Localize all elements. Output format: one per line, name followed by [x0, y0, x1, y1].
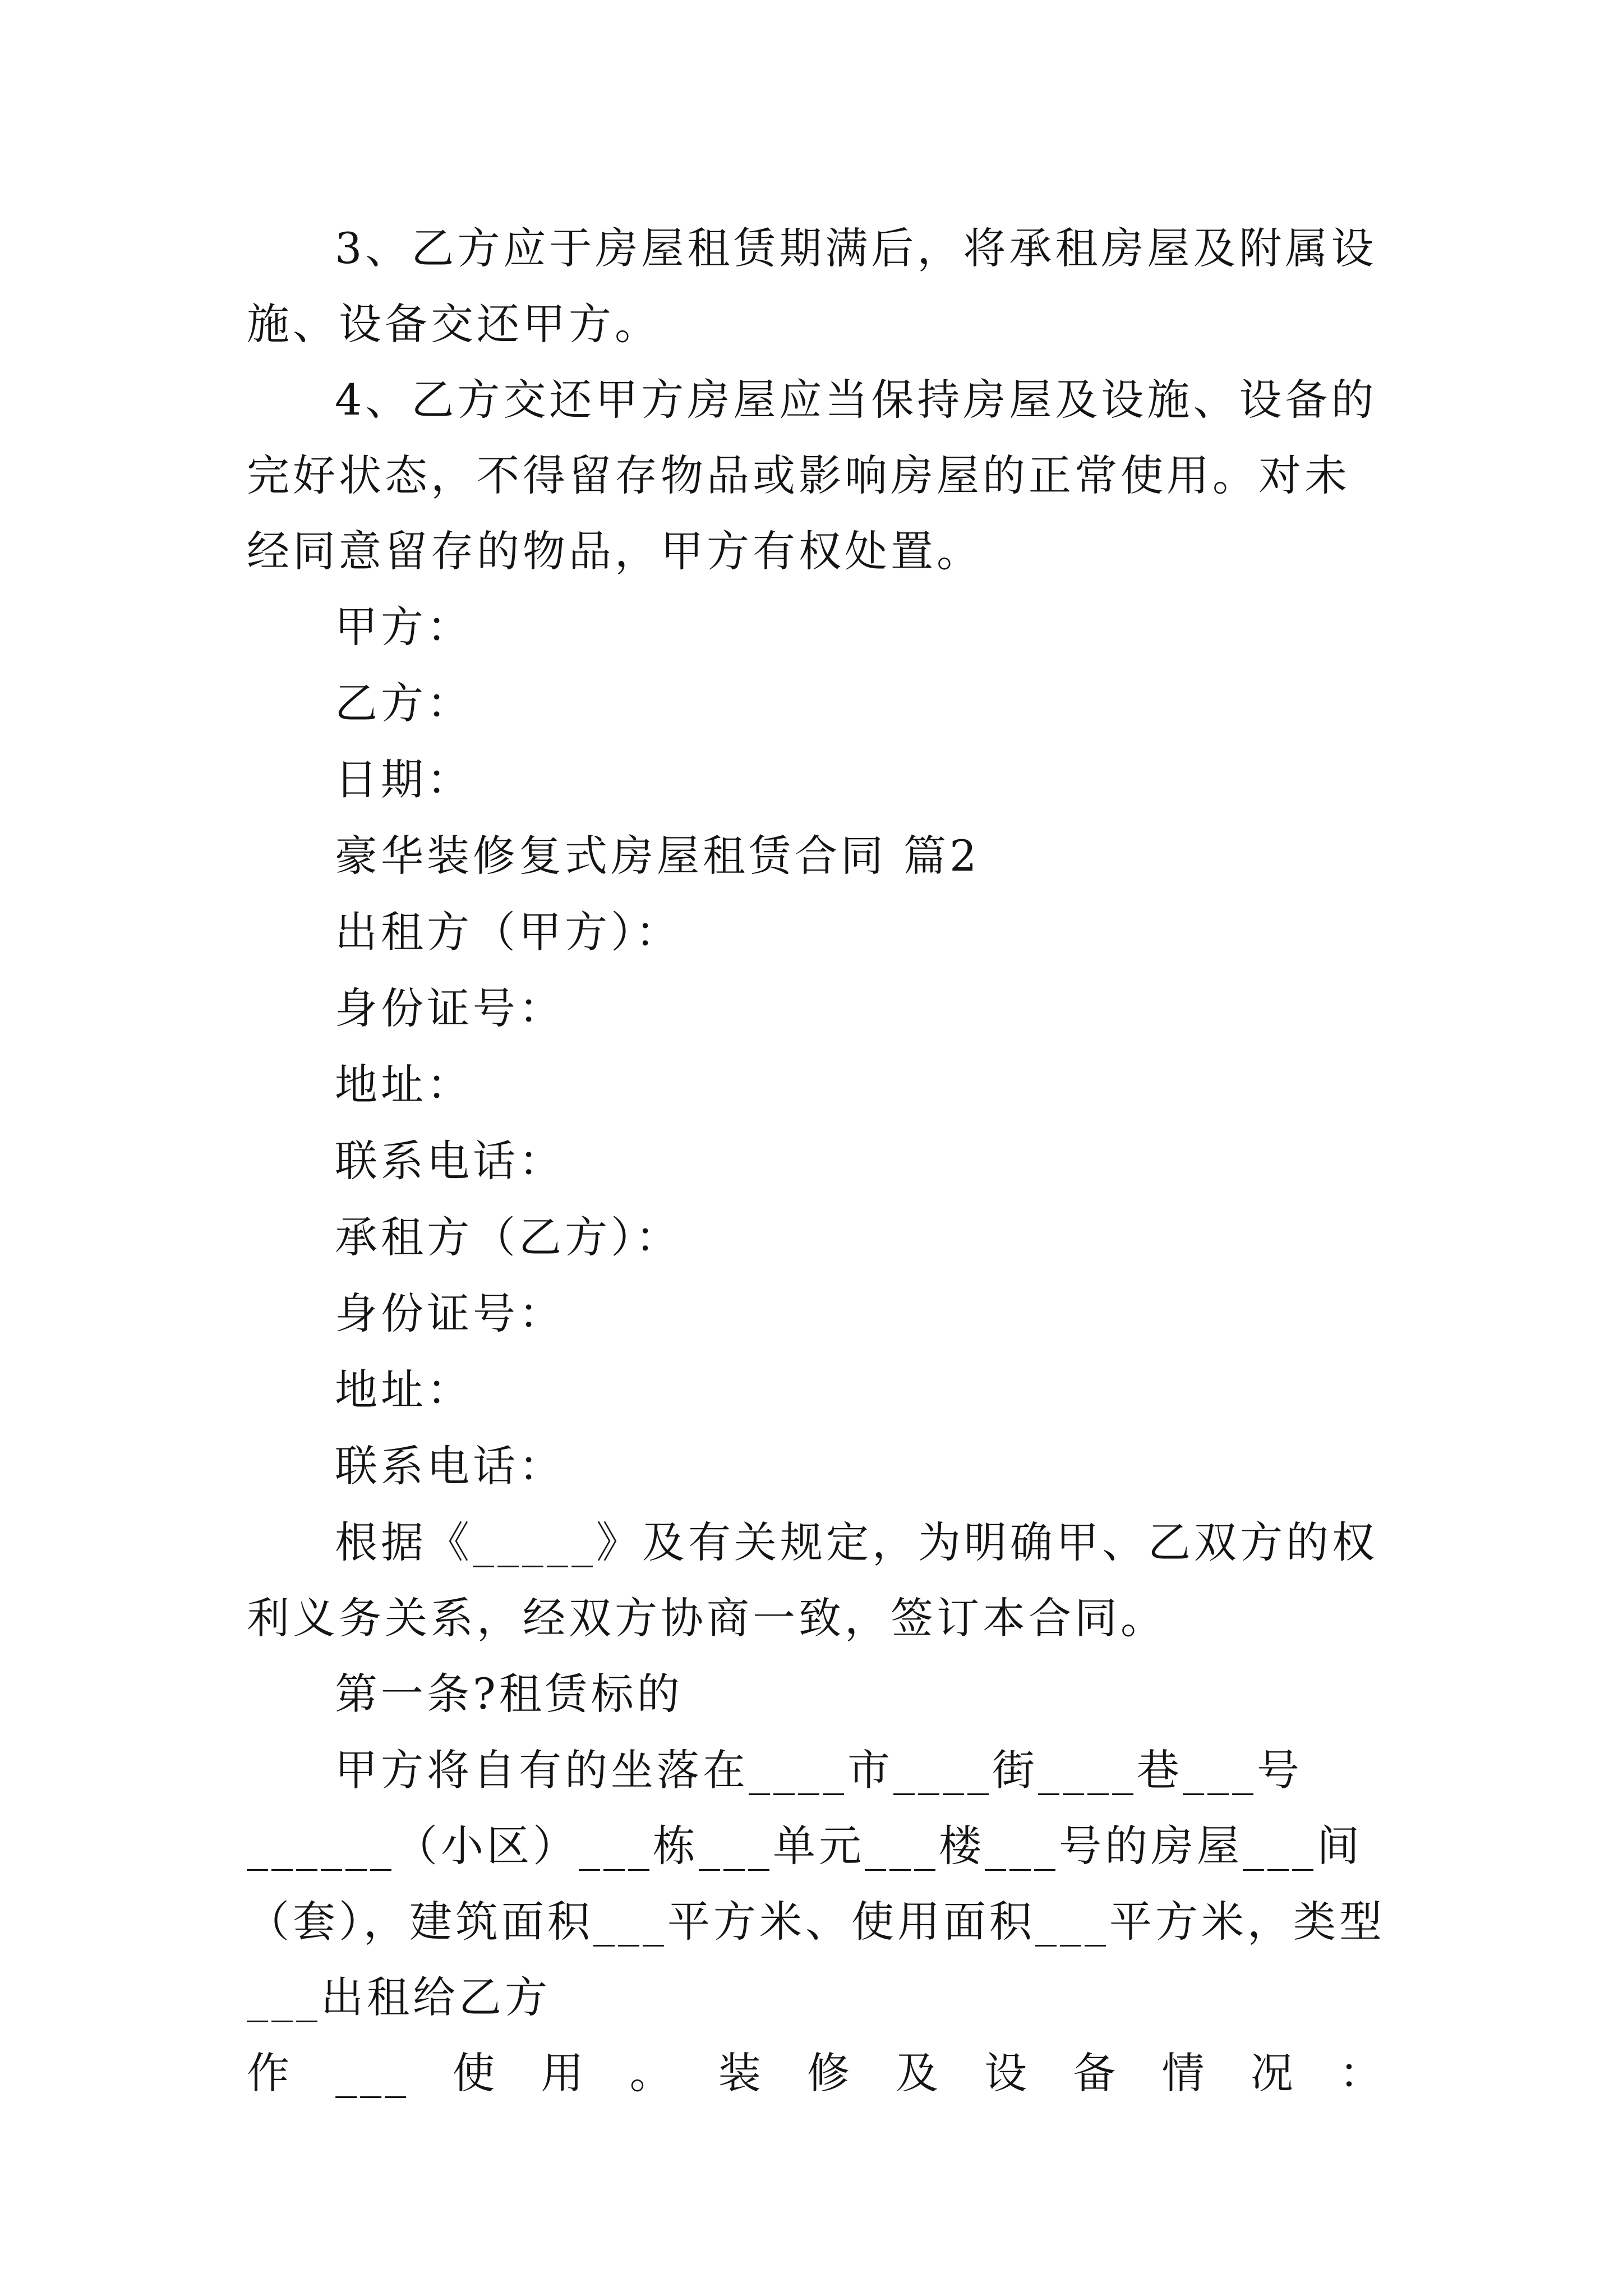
section-title: 豪华装修复式房屋租赁合同 篇2: [335, 831, 980, 881]
document-body: [247, 210, 1394, 2111]
last-line-token: 修: [806, 2048, 853, 2098]
last-line-token: 作: [247, 2048, 293, 2098]
signature-party-a: 甲方：: [335, 602, 473, 652]
last-line-token: 使: [452, 2048, 499, 2098]
last-line-token: 设: [984, 2048, 1031, 2098]
article-one-title: 第一条?租赁标的: [335, 1669, 683, 1719]
lessor-heading: 出租方（甲方）：: [335, 907, 681, 957]
signature-party-b: 乙方：: [335, 678, 473, 728]
article-one-last-line: [247, 2035, 1385, 2111]
lessee-heading: 承租方（乙方）：: [335, 1212, 681, 1262]
last-line-token: 况: [1250, 2048, 1297, 2098]
last-line-token: ：: [1339, 2048, 1385, 2098]
lessor-address-field: 地址：: [335, 1060, 473, 1110]
lessor-phone-field: 联系电话：: [335, 1136, 565, 1186]
last-line-token: 装: [718, 2048, 764, 2098]
last-line-token: 备: [1073, 2048, 1119, 2098]
signature-date: 日期：: [335, 754, 473, 804]
last-line-token: 情: [1161, 2048, 1208, 2098]
article-one-paragraph: 甲方将自有的坐落在____市____街____巷___号______（小区）___栋___单元___楼___号的房屋___间（套），建筑面积___平方米、使用面积___平方米，类型___出租给乙方: [247, 1745, 1385, 2022]
last-line-token: 。: [629, 2048, 676, 2098]
last-line-token: ___: [335, 2048, 410, 2098]
last-line-token: 及: [896, 2048, 942, 2098]
lessee-phone-field: 联系电话：: [335, 1441, 565, 1491]
clause-3-paragraph: 3、乙方应于房屋租赁期满后，将承租房屋及附属设施、设备交还甲方。: [247, 223, 1377, 349]
lessee-id-field: 身份证号：: [335, 1289, 565, 1338]
clause-4-paragraph: 4、乙方交还甲方房屋应当保持房屋及设施、设备的完好状态，不得留存物品或影响房屋的正常使用。对未经同意留存的物品，甲方有权处置。: [247, 375, 1377, 576]
last-line-token: 用: [541, 2048, 587, 2098]
lessor-id-field: 身份证号：: [335, 983, 565, 1033]
basis-paragraph: 根据《_____》及有关规定，为明确甲、乙双方的权利义务关系，经双方协商一致，签订本合同。: [247, 1517, 1378, 1643]
lessee-address-field: 地址：: [335, 1365, 473, 1415]
